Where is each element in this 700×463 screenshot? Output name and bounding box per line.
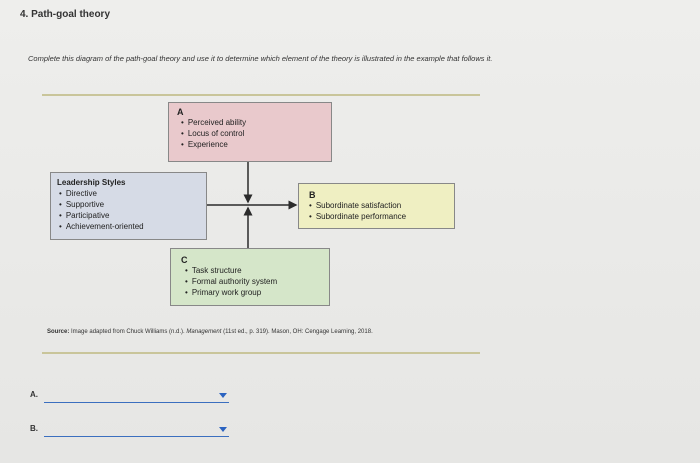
instructions-text: Complete this diagram of the path-goal theory and use it to determine which element of the theory is illustrated in the example that follows it. [28, 54, 493, 63]
source-rest: (11st ed., p. 319). Mason, OH: Cengage Learning, 2018. [221, 329, 373, 335]
page-title: 4. Path-goal theory [20, 9, 111, 20]
box-leadership-styles [50, 172, 207, 240]
list-item: • Participative [59, 210, 206, 221]
list-item: • Directive [59, 188, 206, 199]
source-book: Management [186, 329, 222, 335]
list-item: • Subordinate satisfaction [309, 200, 454, 211]
leadership-heading: Leadership Styles [57, 178, 126, 187]
box-c-letter: C [181, 255, 188, 265]
source-text: Image adapted from Chuck Williams (n.d.). [71, 329, 187, 335]
list-item: • Task structure [185, 265, 329, 276]
divider-bottom [42, 352, 480, 354]
box-b-letter: B [309, 190, 316, 200]
answer-b-dropdown[interactable] [44, 424, 229, 437]
list-item: • Primary work group [185, 287, 329, 298]
list-item: • Formal authority system [185, 276, 329, 287]
answer-row-a [30, 390, 210, 404]
source-label: Source: [47, 329, 70, 335]
list-item: • Perceived ability [181, 117, 331, 128]
list-item: • Achievement-oriented [59, 221, 206, 232]
box-c-environmental-factors [170, 248, 330, 306]
source-citation [47, 329, 373, 335]
answer-a-label: A. [30, 390, 38, 399]
box-a-individual-characteristics [168, 102, 332, 162]
list-item: • Supportive [59, 199, 206, 210]
chevron-down-icon[interactable] [219, 427, 227, 432]
list-item: • Experience [181, 139, 331, 150]
box-b-outcomes [298, 183, 455, 229]
answer-b-label: B. [30, 424, 38, 433]
list-item: • Locus of control [181, 128, 331, 139]
divider-top [42, 94, 480, 96]
answer-a-dropdown[interactable] [44, 390, 229, 403]
answer-row-b [30, 424, 210, 438]
chevron-down-icon[interactable] [219, 393, 227, 398]
list-item: • Subordinate performance [309, 211, 454, 222]
box-a-letter: A [177, 107, 184, 117]
